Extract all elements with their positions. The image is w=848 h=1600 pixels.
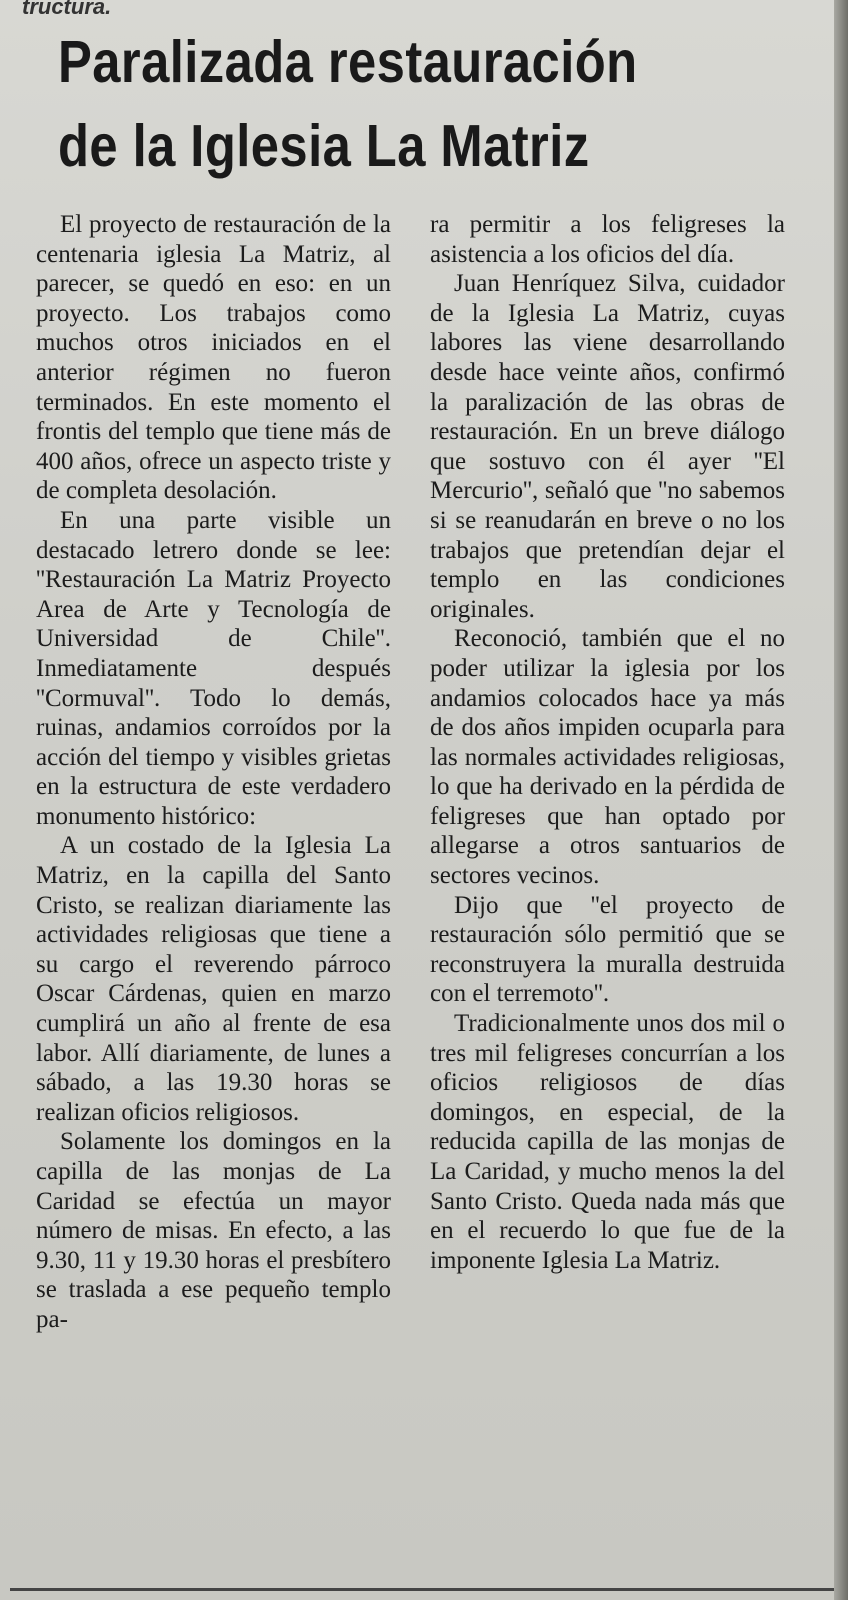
- bottom-rule: [10, 1588, 834, 1591]
- paragraph: El proyecto de restauración de la centenaria iglesia La Matriz, al parecer, se quedó en eso: en un proyecto. Los trabajos como muchos otros iniciados en el anterior régimen no fueron terminados. En este momento el frontis del templo que tiene más de 400 años, ofrece un aspecto triste y de completa desolación.: [36, 211, 391, 505]
- paragraph: Solamente los domingos en la capilla de las monjas de La Caridad se efectúa un mayor número de misas. En efecto, a las 9.30, 11 y 19.30 horas el presbítero se traslada a ese pequeño templo pa-: [36, 1128, 391, 1333]
- body-column-left: [36, 210, 391, 1335]
- headline-line-1: Paralizada restauración: [58, 29, 638, 95]
- paragraph: Reconoció, también que el no poder utilizar la iglesia por los andamios colocados hace ya más de dos años impiden ocuparla para las normales actividades religiosas, lo que ha derivado en la pérdida de feligreses que han optado por allegarse a otros santuarios de sectores vecinos.: [430, 625, 785, 890]
- paragraph-continuation: ra permitir a los feligreses la asistencia a los oficios del día.: [430, 211, 785, 268]
- headline: [58, 20, 638, 188]
- page-edge-shadow: [834, 0, 848, 1600]
- paragraph: Tradicionalmente unos dos mil o tres mil feligreses concurrían a los oficios religiosos de días domingos, en especial, de la reducida capilla de las monjas de La Caridad, y mucho menos la del Santo Cristo. Queda nada más que en el recuerdo lo que fue de la imponente Iglesia La Matriz.: [430, 1010, 785, 1274]
- paragraph: A un costado de la Iglesia La Matriz, en la capilla del Santo Cristo, se realizan diariamente las actividades religiosas que tiene a su cargo el reverendo párroco Oscar Cárdenas, quien en marzo cumplirá un año al frente de esa labor. Allí diariamente, de lunes a sábado, a las 19.30 horas se realizan oficios religiosos.: [36, 832, 391, 1126]
- headline-line-2: de la Iglesia La Matriz: [58, 113, 590, 179]
- paragraph: Juan Henríquez Silva, cuidador de la Iglesia La Matriz, cuyas labores las viene desarrollando desde hace veinte años, confirmó la paralización de las obras de restauración. En un breve diálogo que sostuvo con él ayer ''El Mercurio'', señaló que ''no sabemos si se reanudarán en breve o no los trabajos que pretendían dejar el templo en las condiciones originales.: [430, 270, 785, 623]
- body-column-right: [430, 210, 785, 1275]
- paragraph: Dijo que ''el proyecto de restauración sólo permitió que se reconstruyera la muralla destruida con el terremoto''.: [430, 891, 785, 1008]
- previous-article-fragment: tructura.: [22, 0, 112, 19]
- paragraph: En una parte visible un destacado letrero donde se lee: ''Restauración La Matriz Proyecto Area de Arte y Tecnología de Universidad de Chile''. Inmediatamente después ''Cormuval''. Todo lo demás, ruinas, andamios corroídos por la acción del tiempo y visibles grietas en la estructura de este verdadero monumento histórico:: [36, 506, 391, 830]
